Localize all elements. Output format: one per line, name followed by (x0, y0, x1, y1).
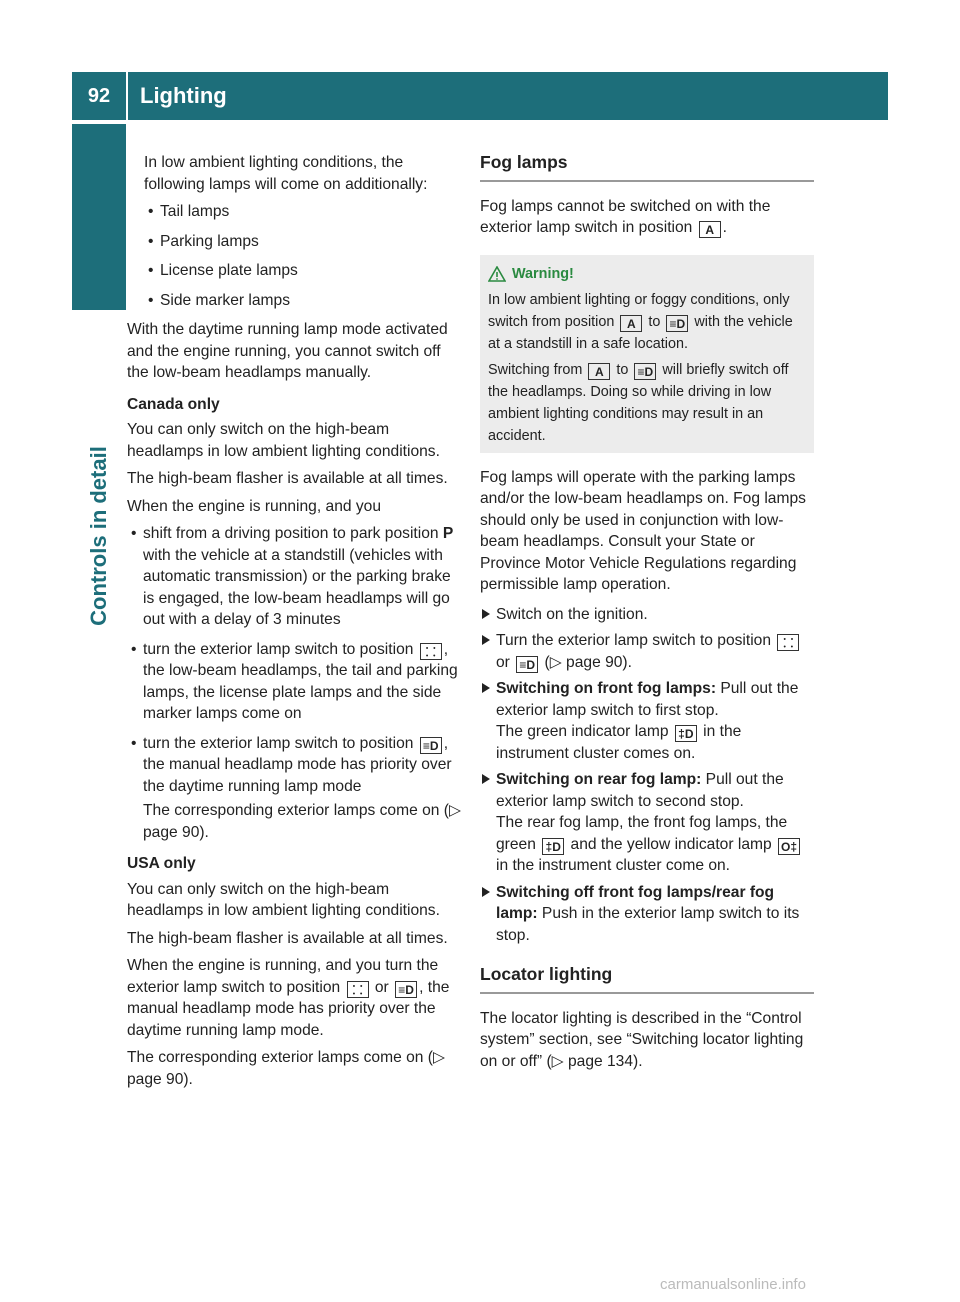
auto-lamp-icon: A (588, 363, 610, 380)
paragraph: You can only switch on the high-beam headlamps in low ambient lighting conditions. (127, 421, 440, 460)
right-column (480, 152, 814, 1078)
low-beam-icon: ≡D (634, 363, 656, 380)
list-item: • Side marker lamps (144, 290, 463, 312)
paragraph: Fog lamps cannot be switched on with the exterior lamp switch in position A . (480, 197, 771, 237)
low-beam-icon: ≡D (666, 315, 688, 332)
step-item: Switching on front fog lamps: Pull out the exterior lamp switch to first stop. The green indicator lamp ‡D in the instrument cluster comes on. (480, 678, 814, 764)
lamp-list (127, 201, 463, 311)
paragraph: When the engine is running, and you (127, 497, 382, 515)
step-item: Switch on the ignition. (480, 604, 814, 626)
step-item: Turn the exterior lamp switch to position ⸬ or ≡D (▷ page 90). (480, 630, 814, 673)
list-item-note: The corresponding exterior lamps come on (▷ page 90). (143, 802, 461, 841)
side-tab-label: Controls in detail (86, 446, 111, 626)
paragraph: The high-beam flasher is available at all times. (127, 929, 448, 947)
list-item: • Parking lamps (144, 231, 463, 253)
paragraph: When the engine is running, and you turn the exterior lamp switch to position ⸬ or ≡D , the manual headlamp mode has priority over the daytime running lamp mode. (127, 957, 450, 1039)
parking-lamp-icon: ⸬ (347, 981, 369, 998)
paragraph: Fog lamps will operate with the parking lamps and/or the low-beam headlamps on. Fog lamps should only be used in conjunction with low-beam headlamps. Consult your State or Province Motor Vehicle Regulations regarding permissible lamp operation. (480, 468, 806, 593)
step-item: Switching off front fog lamps/rear fog lamp: Push in the exterior lamp switch to its stop. (480, 882, 814, 947)
paragraph: The high-beam flasher is available at all times. (127, 470, 448, 487)
paragraph: The locator lighting is described in the “Control system” section, see “Switching locator lighting on or off” (▷ page 134). (480, 1009, 804, 1070)
left-column (127, 152, 463, 1096)
list-item: • turn the exterior lamp switch to position ≡D , the manual headlamp mode has priority over the daytime running lamp mode The corresponding exterior lamps come on (▷ page 90). (127, 733, 463, 844)
section-title-locator: Locator lighting (480, 964, 814, 994)
warning-header (488, 263, 806, 285)
low-beam-icon: ≡D (420, 737, 442, 754)
warning-title: Warning! (512, 265, 574, 282)
warning-box (480, 255, 814, 453)
front-fog-lamp-icon: ‡D (542, 838, 564, 855)
section-title-fog: Fog lamps (480, 152, 814, 182)
warning-triangle-icon (488, 266, 506, 282)
list-item: • License plate lamps (144, 260, 463, 282)
parking-lamp-icon: ⸬ (777, 634, 799, 651)
warning-text: Switching from A to ≡D will briefly switch off the headlamps. Doing so while driving in low ambient lighting conditions may result in an accident. (488, 361, 789, 444)
usa-heading: USA only (127, 855, 196, 872)
low-beam-icon: ≡D (395, 981, 417, 998)
rear-fog-lamp-icon: O‡ (778, 838, 800, 855)
canada-heading: Canada only (127, 395, 220, 413)
step-item: Switching on rear fog lamp: Pull out the exterior lamp switch to second stop. The rear fog lamp, the front fog lamps, the green ‡D and the yellow indicator lamp O‡ in the instrument cluster come on. (480, 769, 814, 877)
list-item: • Tail lamps (144, 201, 463, 223)
paragraph: You can only switch on the high-beam headlamps in low ambient lighting conditions. (127, 880, 440, 919)
auto-lamp-icon: A (699, 221, 721, 238)
paragraph: The corresponding exterior lamps come on (▷ page 90). (127, 1049, 445, 1088)
parking-lamp-icon: ⸬ (420, 643, 442, 660)
watermark: carmanualsonline.info (660, 1276, 806, 1293)
auto-lamp-icon: A (620, 315, 642, 332)
low-beam-icon: ≡D (516, 656, 538, 673)
page-number: 92 (72, 72, 126, 120)
side-tab-block (72, 124, 126, 310)
list-item: • shift from a driving position to park position P with the vehicle at a standstill (vehicles with automatic transmission) or the parking brake is engaged, the low-beam headlamps will go out with a delay of 3 minutes (127, 523, 463, 631)
front-fog-lamp-icon: ‡D (675, 725, 697, 742)
page-title: Lighting (128, 72, 888, 120)
daytime-note: With the daytime running lamp mode activated and the engine running, you cannot switch off the low-beam headlamps manually. (127, 321, 448, 381)
list-item: • turn the exterior lamp switch to position ⸬ , the low-beam headlamps, the tail and parking lamps, the license plate lamps and the side marker lamps come on (127, 639, 463, 725)
intro-text: In low ambient lighting conditions, the following lamps will come on additionally: (144, 154, 428, 193)
warning-text: In low ambient lighting or foggy conditions, only switch from position A to ≡D with the vehicle at a standstill in a safe location. (488, 291, 793, 352)
